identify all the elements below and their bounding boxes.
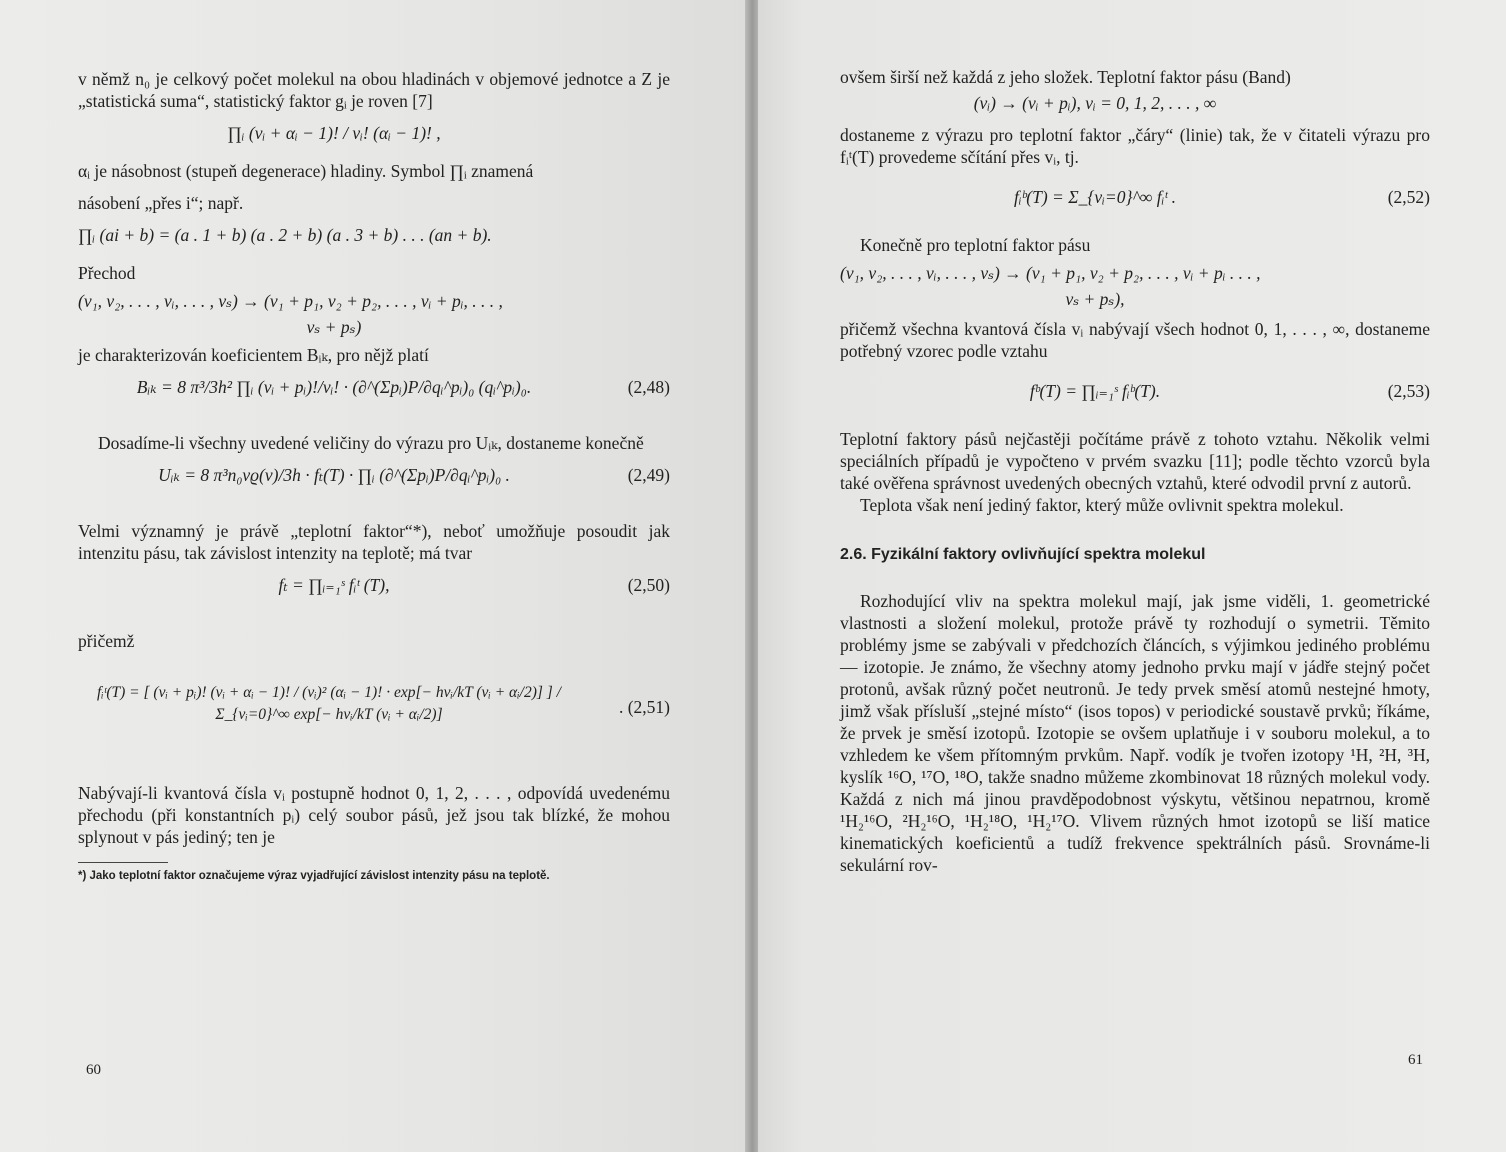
left-paragraph-4: Přechod (78, 263, 136, 283)
left-page (0, 0, 748, 1152)
right-paragraph-5: Teplotní faktory pásů nejčastěji počítáme právě z tohoto vztahu. Několik velmi speciálních případů je vypočteno v prvém svazku [11]; podle těchto vzorců byla také ověřena správnost uvedených obecných vztahů, které odvodil první z autorů. (840, 429, 1430, 493)
right-text-column (840, 66, 1430, 876)
equation-band-transition (840, 88, 1430, 124)
equation-body: fᵢᵇ(T) = Σ_{vᵢ=0}^∞ fᵢᵗ . (1013, 187, 1177, 207)
equation-number: (2,50) (627, 575, 670, 595)
section-heading: 2.6. Fyzikální faktory ovlivňující spektra molekul (840, 546, 1206, 563)
right-paragraph-3: Konečně pro teplotní faktor pásu (860, 235, 1091, 255)
equation-transition-line2 (840, 286, 1430, 318)
left-paragraph-6: Dosadíme-li všechny uvedené veličiny do výrazu pro Uᵢₖ, dostaneme konečně (98, 433, 644, 453)
equation-body: fᵢᵗ(T) = [ (vᵢ + pᵢ)! (vᵢ + αᵢ − 1)! / (vᵢ)² (αᵢ − 1)! · exp[− hνᵢ/kT (vᵢ + αᵢ/2)] ] / Σ_{vᵢ=0}^∞ exp[− hνᵢ/kT (vᵢ + αᵢ/2)] (97, 684, 561, 723)
equation-body: (v₁, v₂, . . . , vᵢ, . . . , vₛ) → (v₁ + p₁, v₂ + p₂, . . . , vᵢ + pᵢ . . . , (840, 263, 1261, 283)
equation-product-example (78, 214, 670, 262)
equation-number: . (2,51) (618, 697, 670, 717)
page-number-right: 61 (1408, 1052, 1423, 1068)
equation-number: (2,52) (1387, 187, 1430, 207)
left-paragraph-8: přičemž (78, 631, 135, 651)
equation-number: (2,49) (627, 465, 670, 485)
equation-2-52 (840, 168, 1430, 234)
footnote: *) Jako teplotní faktor označujeme výraz vyjadřující závislost intenzity pásu na teplotě. (78, 870, 550, 882)
equation-2-48 (78, 366, 670, 432)
equation-transition-line1 (840, 256, 1430, 286)
equation-2-51 (78, 652, 670, 782)
equation-body: (v₁, v₂, . . . , vᵢ, . . . , vₛ) → (v₁ + p₁, v₂ + p₂, . . . , vᵢ + pᵢ, . . . , (78, 291, 503, 311)
equation-2-49 (78, 454, 670, 520)
right-page (758, 0, 1506, 1152)
right-paragraph-2: dostaneme z výrazu pro teplotní faktor „čáry“ (linie) tak, že v čitateli výrazu pro fᵢᵗ(T) provedeme sčítání přes vᵢ, tj. (840, 125, 1430, 167)
equation-body: fₜ = ∏ᵢ₌₁ˢ fᵢᵗ (T), (278, 575, 390, 595)
equation-2-50 (78, 564, 670, 630)
equation-transition-line1 (78, 284, 670, 314)
right-paragraph-6: Teplota však není jediný faktor, který může ovlivnit spektra molekul. (860, 495, 1344, 515)
left-paragraph-9: Nabývají-li kvantová čísla vᵢ postupně hodnot 0, 1, 2, . . . , odpovídá uvedenému přechodu (při konstantních pᵢ) celý soubor pásů, jež jsou tak blízké, že mohou splynout v pás jediný; ten je (78, 783, 670, 847)
right-paragraph-7: Rozhodující vliv na spektra molekul mají, jak jsme viděli, 1. geometrické vlastnosti a složení molekul, protože právě ty rozhodují o symetrii. Těmito problémy jsme se zabývali v předchozích článcích, s výjimkou jediného problému — izotopie. Je známo, že všechny atomy jednoho prvku mají v jádře stejný počet protonů, avšak různý počet neutronů. Je tedy prvek směsí atomů nestejné hmoty, jimž však přísluší „stejné místo“ (isos topos) v periodické soustavě prvků; říkáme, že prvek je směsí izotopů. Izotopie se ovšem uplatňuje i v souboru molekul, a to vzhledem ke všem přítomným prvkům. Např. vodík je tvořen izotopy ¹H, ²H, ³H, kyslík ¹⁶O, ¹⁷O, ¹⁸O, takže snadno můžeme zkombinovat 18 různých molekul vody. Každá z nich má jinou pravděpodobnost výskytu, většinou nepatrnou, kromě ¹H₂¹⁶O, ²H₂¹⁶O, ¹H₂¹⁸O, ¹H₂¹⁷O. Vlivem různých hmot izotopů se liší matice kinematických koeficientů a tudíž frekvence spektrálních pásů. Srovnáme-li sekulární rov- (840, 591, 1430, 875)
page-number-left: 60 (86, 1062, 101, 1078)
equation-body: Bᵢₖ = 8 π³/3h² ∏ᵢ (vᵢ + pᵢ)!/vᵢ! · (∂^(Σpᵢ)P/∂qᵢ^pᵢ)₀ (qᵢ^pᵢ)₀. (136, 377, 532, 397)
equation-2-53 (840, 362, 1430, 428)
equation-body: vₛ + pₛ), (1065, 289, 1125, 309)
footnote-rule (78, 862, 168, 863)
equation-body: ∏ᵢ (vᵢ + αᵢ − 1)! / vᵢ! (αᵢ − 1)! , (227, 123, 441, 143)
equation-statistical-factor (78, 112, 670, 160)
left-text-column (78, 68, 670, 884)
equation-body: ∏ᵢ (ai + b) = (a . 1 + b) (a . 2 + b) (a . 3 + b) . . . (an + b). (78, 225, 492, 245)
equation-body: fᵇ(T) = ∏ᵢ₌₁ˢ fᵢᵇ(T). (1029, 381, 1161, 401)
equation-number: (2,48) (627, 377, 670, 397)
equation-body: (vᵢ) → (vᵢ + pᵢ), vᵢ = 0, 1, 2, . . . , ∞ (973, 93, 1217, 113)
left-paragraph-2: αᵢ je násobnost (stupeň degenerace) hladiny. Symbol ∏ᵢ znamená (78, 161, 534, 181)
equation-transition-line2 (78, 314, 670, 344)
left-paragraph-7: Velmi významný je právě „teplotní faktor“*), neboť umožňuje posoudit jak intenzitu pásu, tak závislost intenzity na teplotě; má tvar (78, 521, 670, 563)
right-paragraph-4: přičemž všechna kvantová čísla vᵢ nabývají všech hodnot 0, 1, . . . , ∞, dostaneme potřebný vzorec podle vztahu (840, 319, 1430, 361)
equation-body: vₛ + pₛ) (306, 317, 362, 337)
left-paragraph-1: v němž n₀ je celkový počet molekul na obou hladinách v objemové jednotce a Z je „statistická suma“, statistický faktor gᵢ je roven [7] (78, 69, 670, 111)
left-paragraph-5: je charakterizován koeficientem Bᵢₖ, pro nějž platí (78, 345, 429, 365)
equation-number: (2,53) (1387, 381, 1430, 401)
left-paragraph-3: násobení „přes i“; např. (78, 193, 244, 213)
right-paragraph-1: ovšem širší než každá z jeho složek. Teplotní faktor pásu (Band) (840, 67, 1291, 87)
equation-body: Uᵢₖ = 8 π³n₀νϱ(ν)/3h · fₜ(T) · ∏ᵢ (∂^(Σpᵢ)P/∂qᵢ^pᵢ)₀ . (158, 465, 510, 485)
